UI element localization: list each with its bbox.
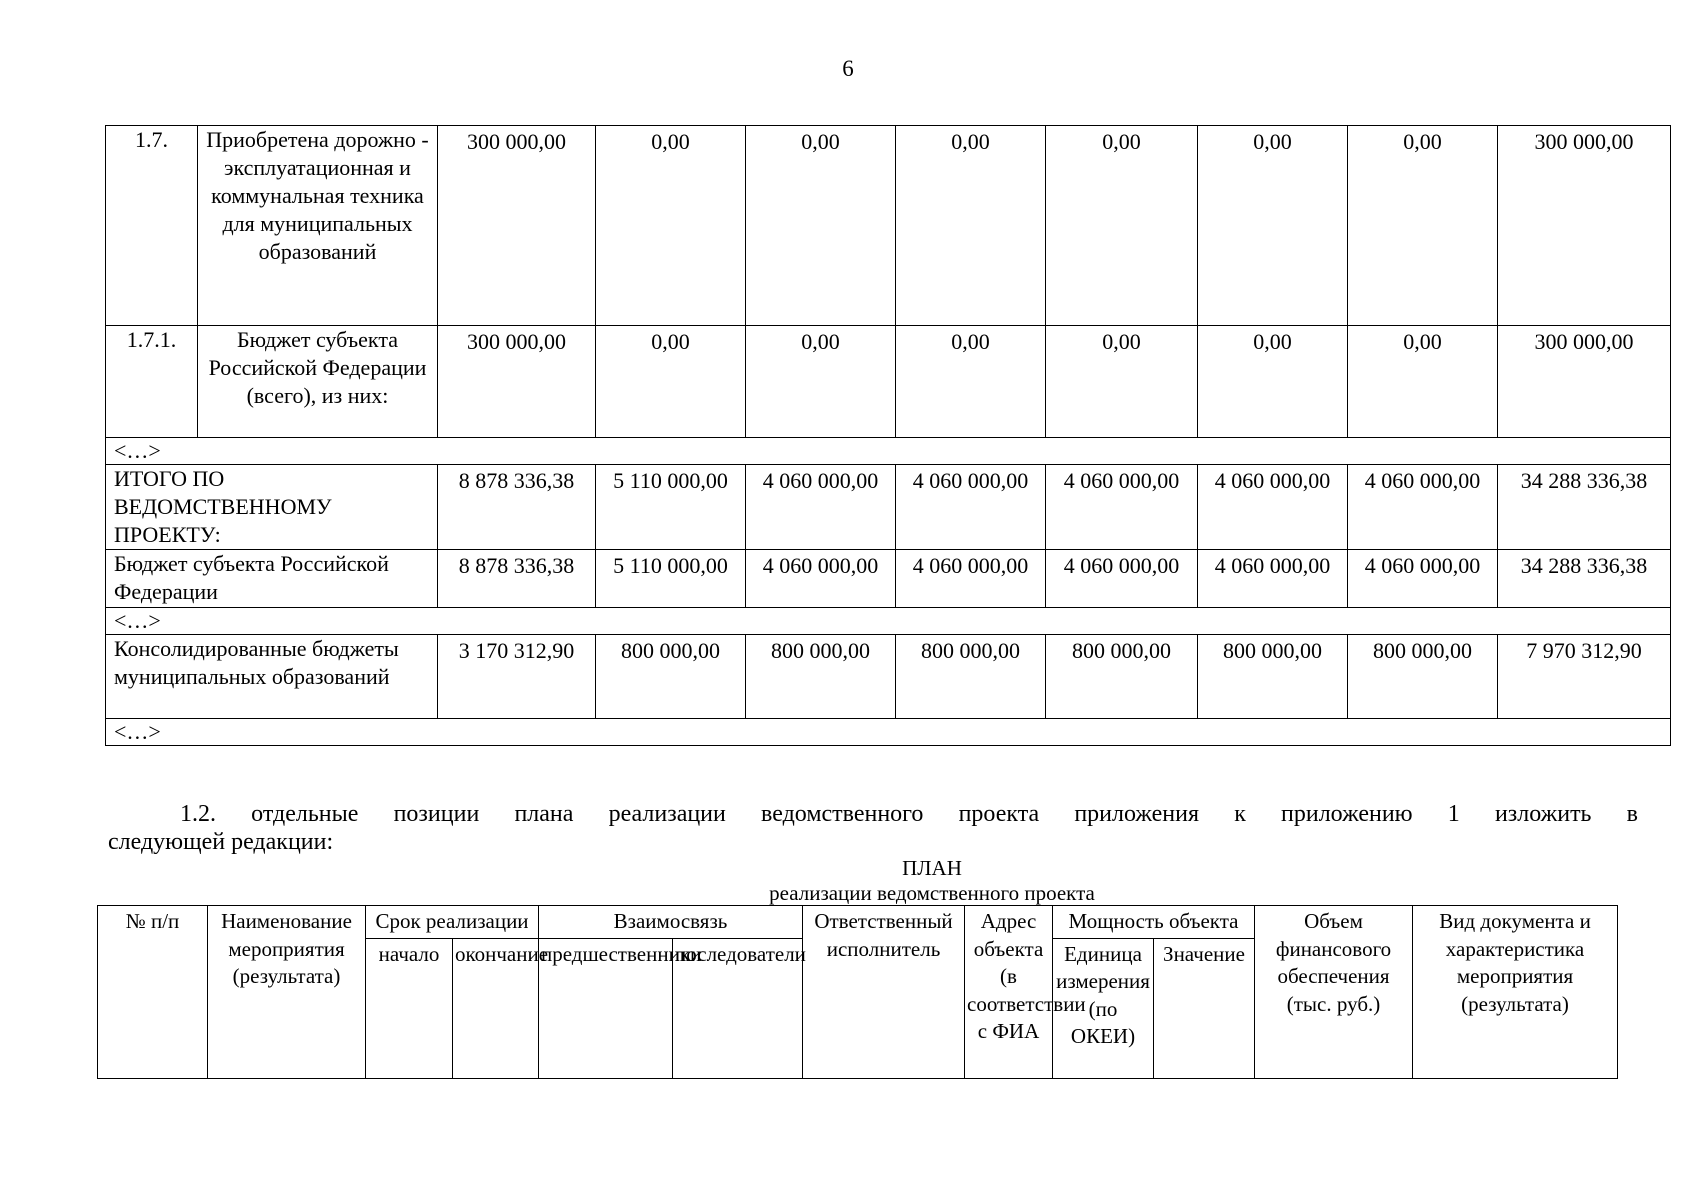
plan-subtitle: реализации ведомственного проекта	[769, 881, 1095, 905]
value-cell: 4 060 000,00	[746, 465, 896, 550]
value-cell: 0,00	[746, 326, 896, 438]
paragraph-line-2: следующей редакции:	[108, 829, 334, 855]
finance-table	[105, 125, 1671, 746]
value-cell: 4 060 000,00	[1198, 465, 1348, 550]
value-cell: 800 000,00	[1046, 635, 1198, 719]
total-label: ИТОГО ПО ВЕДОМСТВЕННОМУ ПРОЕКТУ:	[106, 465, 438, 550]
table-row	[106, 719, 1671, 746]
header-volume: Объем финансового обеспечения (тыс. руб.)	[1255, 906, 1413, 1079]
value-cell: 4 060 000,00	[1348, 550, 1498, 608]
value-cell: 0,00	[1046, 326, 1198, 438]
value-cell: 4 060 000,00	[1198, 550, 1348, 608]
value-cell: 300 000,00	[438, 326, 596, 438]
value-cell: 5 110 000,00	[596, 465, 746, 550]
header-capacity: Мощность объекта	[1053, 906, 1255, 939]
value-cell: 300 000,00	[1498, 326, 1671, 438]
value-cell: 0,00	[1348, 126, 1498, 326]
value-cell: 4 060 000,00	[1046, 465, 1198, 550]
value-cell: 0,00	[1198, 326, 1348, 438]
value-cell: 4 060 000,00	[746, 550, 896, 608]
table-header-row	[98, 906, 1618, 939]
paragraph-line-1: 1.2. отдельные позиции плана реализации ведомственного проекта приложения к приложению 1 изложить в	[180, 801, 1638, 827]
value-cell: 0,00	[896, 326, 1046, 438]
value-cell: 34 288 336,38	[1498, 550, 1671, 608]
amendment-paragraph	[108, 800, 1638, 856]
value-cell: 0,00	[1046, 126, 1198, 326]
value-cell: 8 878 336,38	[438, 550, 596, 608]
row-code: 1.7.	[106, 126, 198, 326]
value-cell: 34 288 336,38	[1498, 465, 1671, 550]
header-responsible: Ответственный исполнитель	[803, 906, 965, 1079]
header-successors: последователи	[673, 938, 803, 1078]
header-predecessors: предшественники	[539, 938, 673, 1078]
value-cell: 4 060 000,00	[896, 550, 1046, 608]
table-row	[106, 608, 1671, 635]
value-cell: 4 060 000,00	[1348, 465, 1498, 550]
value-cell: 800 000,00	[1198, 635, 1348, 719]
value-cell: 0,00	[746, 126, 896, 326]
header-value: Значение	[1154, 938, 1255, 1078]
value-cell: 4 060 000,00	[896, 465, 1046, 550]
header-start: начало	[366, 938, 453, 1078]
value-cell: 3 170 312,90	[438, 635, 596, 719]
value-cell: 800 000,00	[596, 635, 746, 719]
header-unit: Единица измерения (по ОКЕИ)	[1053, 938, 1154, 1078]
table-row	[106, 126, 1671, 326]
value-cell: 8 878 336,38	[438, 465, 596, 550]
value-cell: 0,00	[896, 126, 1046, 326]
row-name: Приобретена дорожно - эксплуатационная и коммунальная техника для муниципальных образований	[198, 126, 438, 326]
plan-table	[97, 905, 1618, 1079]
omission-marker: <…>	[106, 438, 1671, 465]
table-row	[106, 326, 1671, 438]
value-cell: 300 000,00	[438, 126, 596, 326]
value-cell: 800 000,00	[1348, 635, 1498, 719]
table-row	[106, 635, 1671, 719]
value-cell: 0,00	[1348, 326, 1498, 438]
header-address: Адрес объекта (в соответствии с ФИА	[965, 906, 1053, 1079]
page-number: 6	[842, 56, 854, 81]
table-row	[106, 550, 1671, 608]
table-row	[106, 438, 1671, 465]
row-code: 1.7.1.	[106, 326, 198, 438]
header-name: Наименование мероприятия (результата)	[208, 906, 366, 1079]
header-doc: Вид документа и характеристика мероприятия (результата)	[1413, 906, 1618, 1079]
header-term: Срок реализации	[366, 906, 539, 939]
value-cell: 7 970 312,90	[1498, 635, 1671, 719]
budget-label: Бюджет субъекта Российской Федерации	[106, 550, 438, 608]
value-cell: 5 110 000,00	[596, 550, 746, 608]
value-cell: 300 000,00	[1498, 126, 1671, 326]
municipal-label: Консолидированные бюджеты муниципальных образований	[106, 635, 438, 719]
value-cell: 0,00	[1198, 126, 1348, 326]
value-cell: 4 060 000,00	[1046, 550, 1198, 608]
plan-title: ПЛАН	[902, 856, 962, 880]
row-name: Бюджет субъекта Российской Федерации (всего), из них:	[198, 326, 438, 438]
header-end: окончание	[453, 938, 539, 1078]
value-cell: 0,00	[596, 126, 746, 326]
plan-heading	[682, 856, 1182, 906]
value-cell: 0,00	[596, 326, 746, 438]
value-cell: 800 000,00	[746, 635, 896, 719]
omission-marker: <…>	[106, 608, 1671, 635]
value-cell: 800 000,00	[896, 635, 1046, 719]
table-row	[106, 465, 1671, 550]
omission-marker: <…>	[106, 719, 1671, 746]
header-num: № п/п	[98, 906, 208, 1079]
header-relation: Взаимосвязь	[539, 906, 803, 939]
